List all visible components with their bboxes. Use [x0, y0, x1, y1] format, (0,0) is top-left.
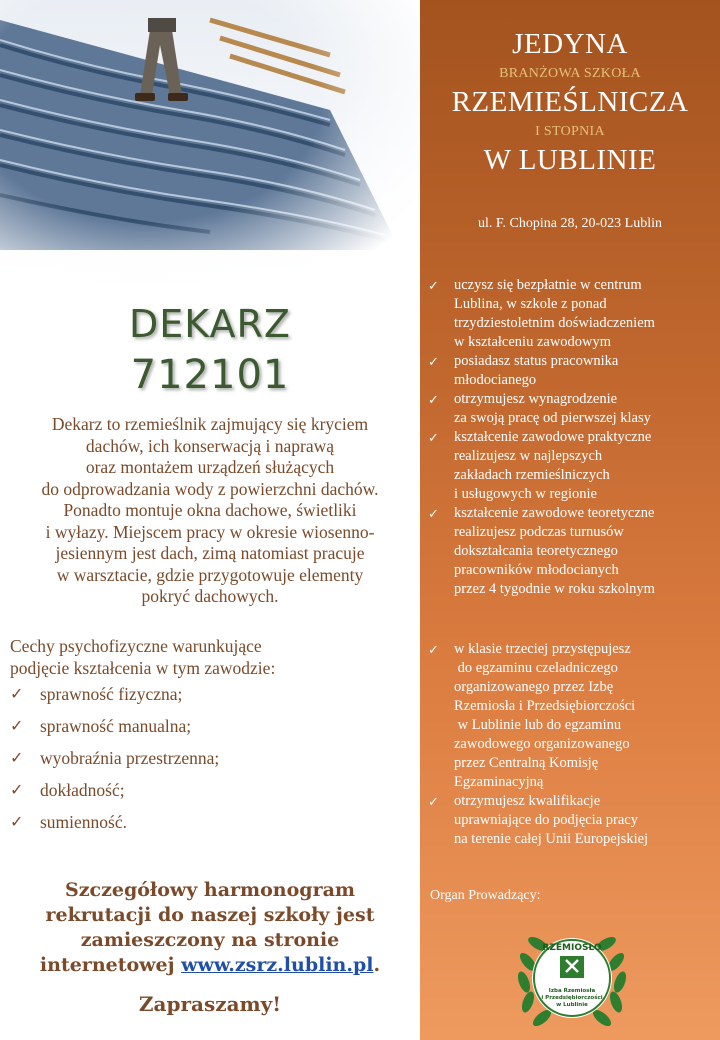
- description-line: oraz montażem urządzeń służących: [85, 457, 335, 477]
- description-line: w warsztacie, gdzie przygotowuje elementy: [56, 564, 364, 585]
- description-line: Dekarz to rzemieślnik zajmujący się kryciem: [51, 414, 369, 434]
- welcome-text: Zapraszamy!: [138, 992, 282, 1016]
- svg-text:Izba Rzemiosła: Izba Rzemiosła: [548, 988, 596, 994]
- exam-benefits-list: [428, 640, 714, 849]
- list-item: ✓ uczysz się bezpłatnie w centrum Lublina, w szkole z ponad trzydziestoletnim doświadczeniem w kształceniu zawodowym: [428, 277, 655, 350]
- svg-text:w Lublinie: w Lublinie: [556, 1002, 588, 1008]
- checkmark-icon: ✓: [428, 794, 439, 809]
- list-item: ✓ otrzymujesz wynagrodzenie za swoją pracę od pierwszej klasy: [428, 391, 651, 426]
- list-item: ✓ sprawność fizyczna;: [10, 684, 183, 704]
- school-title-line: RZEMIEŚLNICZA: [451, 86, 689, 118]
- svg-text:i Przedsiębiorczości: i Przedsiębiorczości: [541, 995, 603, 1001]
- traits-list: [10, 684, 410, 844]
- checkmark-icon: ✓: [428, 506, 439, 521]
- list-item: ✓ w klasie trzeciej przystępujesz do egzaminu czeladniczego organizowanego przez Izbę Rzemiosła i Przedsiębiorczości w Lublinie lub do egzaminu zawodowego organizowanego przez Centralną Komisję Egzaminacyjną: [428, 641, 636, 790]
- school-subtitle-line: BRANŻOWA SZKOŁA: [499, 66, 641, 81]
- list-item: ✓ posiadasz status pracownika młodocianego: [428, 353, 619, 388]
- checkmark-icon: ✓: [10, 814, 24, 831]
- website-link[interactable]: www.zsrz.lublin.pl: [181, 954, 374, 976]
- description-line: Ponadto montuje okna dachowe, świetliki: [63, 500, 357, 520]
- traits-intro: [10, 636, 410, 679]
- traits-intro-line: podjęcie kształcenia w tym zawodzie:: [10, 657, 276, 678]
- job-name: DEKARZ: [129, 302, 291, 346]
- description-line: i wyłazy. Miejscem pracy w okresie wiosenno-: [45, 521, 375, 542]
- recruitment-schedule-note: Szczegółowy harmonogram rekrutacji do naszej szkoły jest zamieszczony na stronie internetowej www.zsrz.lublin.pl.: [39, 879, 381, 976]
- checkmark-icon: ✓: [428, 278, 439, 293]
- logo-arc-text: RZEMIOSŁO: [542, 943, 602, 953]
- job-code: 712101: [130, 352, 290, 398]
- job-description: [10, 414, 410, 608]
- checkmark-icon: ✓: [10, 750, 24, 767]
- benefits-list: [428, 276, 714, 599]
- list-item: ✓ sumienność.: [10, 812, 128, 832]
- checkmark-icon: ✓: [428, 392, 439, 407]
- list-item: ✓ kształcenie zawodowe teoretyczne realizujesz podczas turnusów dokształcania teoretycznego pracowników młodocianych przez 4 tygodnie w roku szkolnym: [428, 505, 655, 597]
- description-line: jesiennym jest dach, zimą natomiast pracuje: [55, 543, 365, 563]
- list-item: ✓ dokładność;: [10, 780, 125, 800]
- list-item: ✓ otrzymujesz kwalifikacje uprawniające do podjęcia pracy na terenie całej Unii Europejskiej: [428, 793, 649, 847]
- checkmark-icon: ✓: [10, 718, 24, 735]
- checkmark-icon: ✓: [428, 430, 439, 445]
- traits-intro-line: Cechy psychofizyczne warunkujące: [10, 636, 262, 656]
- school-address: ul. F. Chopina 28, 20-023 Lublin: [478, 216, 662, 231]
- roof-photo: [0, 0, 420, 290]
- description-line: dachów, ich konserwacją i naprawą: [85, 435, 335, 456]
- organ-label: Organ Prowadzący:: [430, 888, 541, 903]
- school-title-line: W LUBLINIE: [483, 144, 657, 176]
- rzemioslo-logo: [510, 912, 634, 1032]
- checkmark-icon: ✓: [428, 642, 439, 657]
- list-item: ✓ wyobraźnia przestrzenna;: [10, 748, 220, 768]
- checkmark-icon: ✓: [10, 686, 24, 703]
- list-item: ✓ kształcenie zawodowe praktyczne realizujesz w najlepszych zakładach rzemieślniczych i usługowych w regionie: [428, 429, 652, 502]
- description-line: do odprowadzania wody z powierzchni dachów.: [41, 478, 379, 499]
- checkmark-icon: ✓: [428, 354, 439, 369]
- list-item: ✓ sprawność manualna;: [10, 716, 192, 736]
- checkmark-icon: ✓: [10, 782, 24, 799]
- school-subtitle-line: I STOPNIA: [535, 124, 605, 139]
- description-line: pokryć dachowych.: [141, 586, 279, 606]
- school-title-line: JEDYNA: [512, 28, 628, 60]
